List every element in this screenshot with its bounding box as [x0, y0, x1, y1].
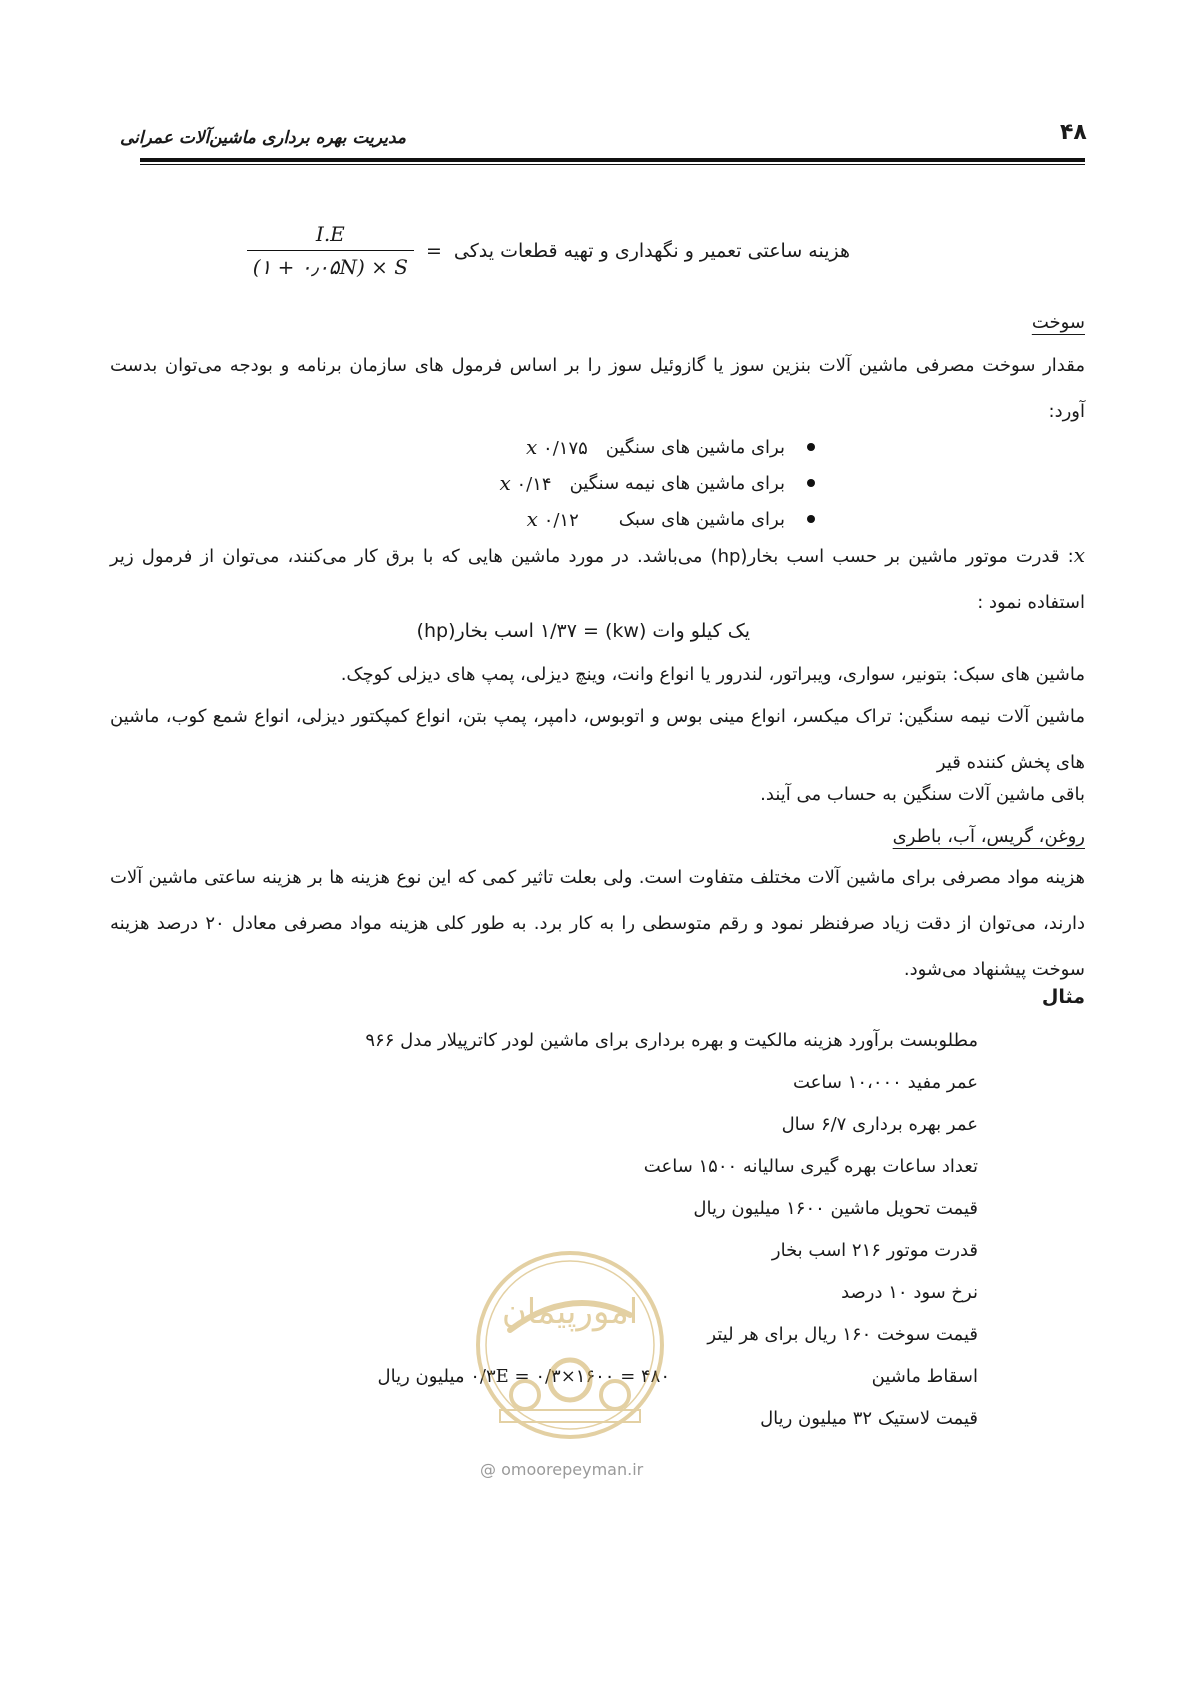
fuel-bullet-heavy — [526, 435, 815, 459]
example-line: قیمت تحویل ماشین ۱۶۰۰ میلیون ریال — [693, 1198, 978, 1219]
example-line: نرخ سود ۱۰ درصد — [841, 1282, 978, 1303]
example-line: مطلوبست برآورد هزینه مالکیت و بهره برداری برای ماشین لودر کاترپیلار مدل ۹۶۶ — [365, 1030, 978, 1051]
example-line: تعداد ساعات بهره گیری سالیانه ۱۵۰۰ ساعت — [643, 1156, 978, 1177]
bullet-label: برای ماشین های نیمه سنگین — [569, 472, 785, 494]
watermark-logo — [470, 1245, 670, 1445]
header-rule-thin — [140, 164, 1085, 165]
example-line: قیمت سوخت ۱۶۰ ریال برای هر لیتر — [707, 1324, 978, 1345]
formula-denominator: (۱ + ۰٫۰۵N) × S — [247, 250, 414, 279]
formula-equals: = — [425, 239, 442, 262]
repair-cost-formula — [247, 222, 850, 279]
watermark-logo-text: امورپیمان — [501, 1292, 639, 1332]
watermark-site: @ omoorepeyman.ir — [480, 1460, 644, 1479]
semi-heavy-machines: ماشین آلات نیمه سنگین: تراک میکسر، انواع مینی بوس و اتوبوس، دامپر، پمپ بتن، انواع کمپکتور دیزلی، انواع شمع کوب، ماشین های پخش کننده قیر — [110, 706, 1085, 773]
example-line: اسقاط ماشین — [871, 1366, 978, 1387]
bullet-label: برای ماشین های سنگین — [605, 436, 785, 458]
fuel-bullet-semi-heavy — [499, 471, 815, 495]
formula-numerator: I.E — [315, 222, 345, 246]
header-rule-thick — [140, 158, 1085, 162]
consumables-text: هزینه مواد مصرفی برای ماشین آلات مختلف متفاوت است. ولی بعلت تاثیر کمی که این نوع هزینه ها بر هزینه ساعتی ماشین آلات دارند، می‌توان از دقت زیاد صرفنظر نمود و رقم متوسطی را به کار برد. به طور کلی هزینه مواد مصرفی معادل ۲۰ درصد هزینه سوخت پیشنهاد می‌شود. — [110, 867, 1085, 980]
x-definition-text: : قدرت موتور ماشین بر حسب اسب بخار(hp) می‌باشد. در مورد ماشین هایی که با برق کار می‌کنند، می‌توان از فرمول زیر استفاده نمود : — [110, 546, 1085, 613]
bullet-dot — [807, 443, 815, 451]
x-variable: x — [1073, 543, 1085, 567]
consumables-heading: روغن، گریس، آب، باطری — [892, 826, 1085, 847]
light-machines: ماشین های سبک: بتونیر، سواری، ویبراتور، لندرور یا انواع وانت، وینچ دیزلی، پمپ های دیزلی کوچک. — [340, 664, 1085, 685]
bullet-value: x ۰/۱۲ — [526, 507, 579, 531]
bullet-label: برای ماشین های سبک — [618, 508, 785, 530]
fuel-intro: مقدار سوخت مصرفی ماشین آلات بنزین سوز یا گازوئیل سوز را بر اساس فرمول های سازمان برنامه و بودجه می‌توان بدست آورد: — [110, 355, 1085, 422]
watermark-site-text: omoorepeyman.ir — [501, 1460, 644, 1479]
kw-conversion: یک کیلو وات (kw) = ۱/۳۷ اسب بخار(hp) — [416, 620, 750, 642]
example-heading: مثال — [1041, 986, 1085, 1008]
formula-label: هزینه ساعتی تعمیر و نگهداری و تهیه قطعات یدکی — [453, 239, 850, 262]
x-definition — [110, 532, 1085, 626]
formula-fraction — [247, 222, 414, 279]
bullet-value: x ۰/۱۴ — [499, 471, 552, 495]
bullet-value: x ۰/۱۷۵ — [526, 435, 588, 459]
example-line: عمر مفید ۱۰،۰۰۰ ساعت — [792, 1072, 978, 1093]
salvage-formula: ۰/۳E = ۰/۳×۱۶۰۰ = ۴۸۰ — [470, 1366, 670, 1387]
salvage-unit: میلیون ریال — [377, 1366, 465, 1387]
fuel-heading: سوخت — [1031, 312, 1085, 333]
remaining-heavy: باقی ماشین آلات سنگین به حساب می آیند. — [760, 784, 1085, 805]
page-number: ۴۸ — [1060, 120, 1087, 145]
example-line: قیمت لاستیک ۳۲ میلیون ریال — [760, 1408, 978, 1429]
example-line: قدرت موتور ۲۱۶ اسب بخار — [771, 1240, 978, 1261]
bullet-dot — [807, 479, 815, 487]
example-line: عمر بهره برداری ۶/۷ سال — [781, 1114, 978, 1135]
book-title: مدیریت بهره برداری ماشین‌آلات عمرانی — [119, 128, 406, 148]
fuel-bullet-light — [527, 507, 815, 531]
bullet-dot — [807, 515, 815, 523]
